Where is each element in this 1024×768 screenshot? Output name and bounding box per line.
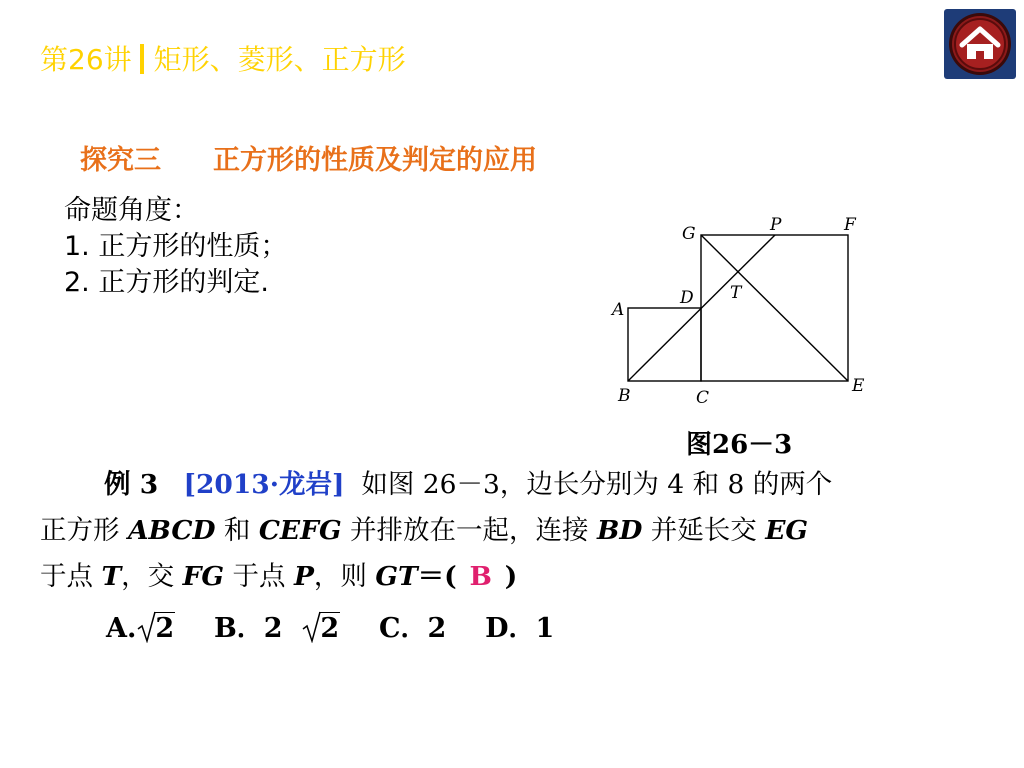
answer-options [106,606,554,645]
problem-line-2 [40,508,970,554]
label-c: C [696,388,710,408]
option-c: C．2 [379,613,447,644]
problem-source: [2013·龙岩] [183,469,345,500]
label-d: D [680,288,694,308]
label-p: P [770,215,782,235]
point-name: T [101,561,122,592]
angle-item: 1. 正方形的性质； [64,231,288,262]
segment-name: EG [765,515,809,546]
label-a: A [612,300,625,320]
example-number: 例 3 [104,469,159,500]
home-button[interactable] [944,9,1016,79]
problem-line-3 [40,554,970,600]
label-g: G [682,224,696,244]
section-heading [80,138,537,177]
problem-text: 并延长交 [650,515,757,546]
problem-text: 正方形 [40,515,120,546]
problem-text: 于点 [232,561,286,592]
segment-name: GT [375,561,418,592]
figure-caption: 图26－3 [686,430,793,460]
answer-reveal[interactable]: B [469,561,492,592]
lecture-topic: 矩形、菱形、正方形 [153,43,406,76]
lecture-number: 第26讲 [40,43,132,76]
problem-text: ) [504,561,518,592]
label-e: E [852,376,865,396]
section-label: 探究三 [80,145,161,176]
label-b: B [618,386,631,406]
problem-text: ，交 [121,561,175,592]
segment-name: BD [596,515,643,546]
problem-line-1 [40,462,970,508]
segment-name: FG [182,561,225,592]
section-title: 正方形的性质及判定的应用 [213,145,537,176]
square-name: CEFG [258,515,342,546]
problem-text: ，则 [313,561,367,592]
problem-text: 和 [223,515,251,546]
proposition-angles [64,193,287,301]
home-icon [944,9,1016,79]
radicand: 2 [155,613,175,644]
option-b-value [301,613,340,644]
square-diagram [600,205,880,410]
radicand: 2 [320,613,340,644]
label-t: T [730,283,742,303]
option-b-label: B．2 [213,613,283,644]
problem-statement [40,462,970,600]
problem-text: 并排放在一起，连接 [350,515,589,546]
square-name: ABCD [127,515,216,546]
lecture-title [40,38,406,78]
option-a-value [136,613,175,644]
option-a-label: A. [106,613,137,644]
angles-heading: 命题角度： [64,195,199,226]
geometry-figure [600,205,880,414]
title-separator [140,44,144,74]
angle-item: 2. 正方形的判定. [64,267,269,298]
option-d: D．1 [485,613,555,644]
problem-text: ＝( [417,561,457,592]
point-name: P [293,561,314,592]
line-ge [701,235,848,381]
problem-text: 于点 [40,561,93,592]
problem-text-1: 如图 26－3，边长分别为 4 和 8 的两个 [361,469,833,500]
label-f: F [844,215,856,235]
